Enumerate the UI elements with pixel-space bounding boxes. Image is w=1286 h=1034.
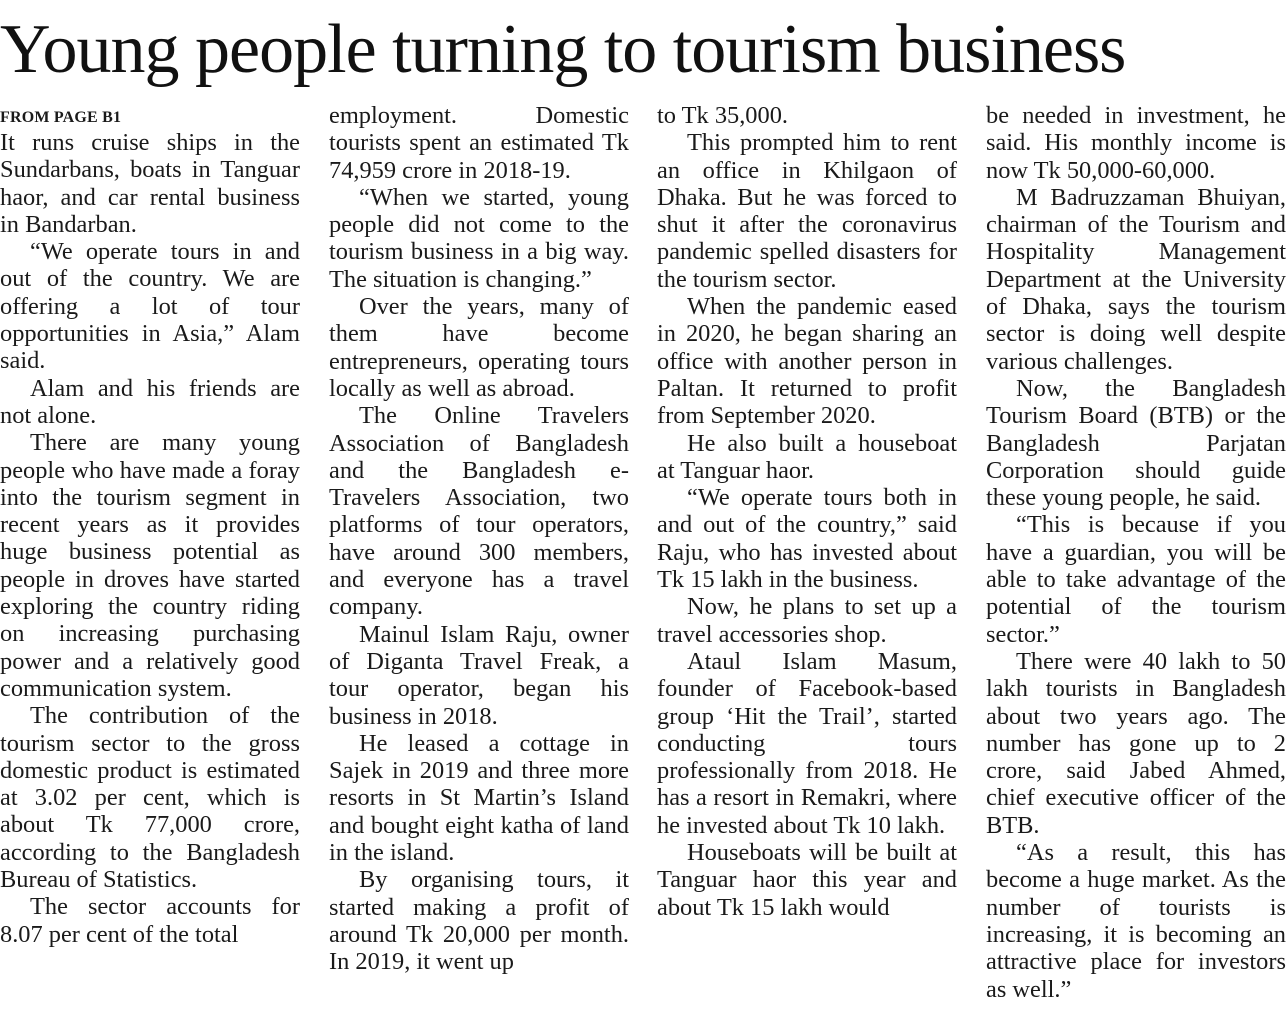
paragraph: Alam and his friends are not alone. xyxy=(0,374,300,429)
paragraph: Now, the Bangladesh Tourism Board (BTB) or the Bangladesh Parjatan Corporation should guide these young people, he said. xyxy=(986,374,1286,512)
paragraph: Mainul Islam Raju, owner of Diganta Travel Freak, a tour operator, began his business in 2018. xyxy=(329,620,629,730)
paragraph: be needed in investment, he said. His monthly income is now Tk 50,000-60,000. xyxy=(986,102,1286,184)
paragraph: to Tk 35,000. xyxy=(657,102,788,129)
paragraph: “We operate tours both in and out of the country,” said Raju, who has invested about Tk 15 lakh in the business. xyxy=(657,484,957,594)
paragraph: He also built a houseboat at Tanguar haor. xyxy=(657,429,957,484)
continuation-kicker: FROM PAGE B1 xyxy=(0,109,122,126)
article-column-3 xyxy=(657,102,957,921)
paragraph: The contribution of the tourism sector to the gross domestic product is estimated at 3.02 per cent, which is about Tk 77,000 crore, according to the Bangladesh Bureau of Statistics. xyxy=(0,702,300,894)
paragraph: When the pandemic eased in 2020, he began sharing an office with another person in Paltan. It returned to profit from September 2020. xyxy=(657,293,957,430)
paragraph: Ataul Islam Masum, founder of Facebook-based group ‘Hit the Trail’, started conducting tours professionally from 2018. He has a resort in Remakri, where he invested about Tk 10 lakh. xyxy=(657,647,957,839)
paragraph: There are many young people who have made a foray into the tourism segment in recent years as it provides huge business potential as people in droves have started exploring the country riding on increasing purchasing power and a relatively good communication system. xyxy=(0,429,300,702)
paragraph: Now, he plans to set up a travel accessories shop. xyxy=(657,593,957,648)
article-column-2 xyxy=(329,102,629,976)
paragraph: Over the years, many of them have become entrepreneurs, operating tours locally as well as abroad. xyxy=(329,293,629,402)
paragraph: Houseboats will be built at Tanguar haor this year and about Tk 15 lakh would xyxy=(657,839,957,921)
paragraph: “We operate tours in and out of the country. We are offering a lot of tour opportunities in Asia,” Alam said. xyxy=(0,238,300,375)
paragraph: employment. Domestic tourists spent an estimated Tk 74,959 crore in 2018-19. xyxy=(329,102,629,184)
paragraph: This prompted him to rent an office in Khilgaon of Dhaka. But he was forced to shut it after the coronavirus pandemic spelled disasters for the tourism sector. xyxy=(657,129,957,293)
paragraph: “This is because if you have a guardian, you will be able to take advantage of the potential of the tourism sector.” xyxy=(986,511,1286,648)
article-column-1 xyxy=(0,129,300,948)
paragraph: M Badruzzaman Bhuiyan, chairman of the Tourism and Hospitality Management Department at the University of Dhaka, says the tourism sector is doing well despite various challenges. xyxy=(986,183,1286,375)
paragraph: He leased a cottage in Sajek in 2019 and three more resorts in St Martin’s Island and bought eight katha of land in the island. xyxy=(329,729,629,867)
paragraph: “When we started, young people did not come to the tourism business in a big way. The situation is changing.” xyxy=(329,183,629,293)
paragraph: The sector accounts for 8.07 per cent of the total xyxy=(0,893,300,948)
paragraph: It runs cruise ships in the Sundarbans, boats in Tanguar haor, and car rental business in Bandarban. xyxy=(0,129,300,238)
article-column-4 xyxy=(986,102,1286,1003)
headline: Young people turning to tourism business xyxy=(0,11,1126,88)
paragraph: By organising tours, it started making a profit of around Tk 20,000 per month. In 2019, it went up xyxy=(329,866,629,976)
paragraph: “As a result, this has become a huge market. As the number of tourists is increasing, it is becoming an attractive place for investors as well.” xyxy=(986,839,1286,1003)
paragraph: The Online Travelers Association of Bangladesh and the Bangladesh e-Travelers Association, two platforms of tour operators, have around 300 members, and everyone has a travel company. xyxy=(329,402,629,621)
paragraph: There were 40 lakh to 50 lakh tourists in Bangladesh about two years ago. The number has gone up to 2 crore, said Jabed Ahmed, chief executive officer of the BTB. xyxy=(986,647,1286,839)
